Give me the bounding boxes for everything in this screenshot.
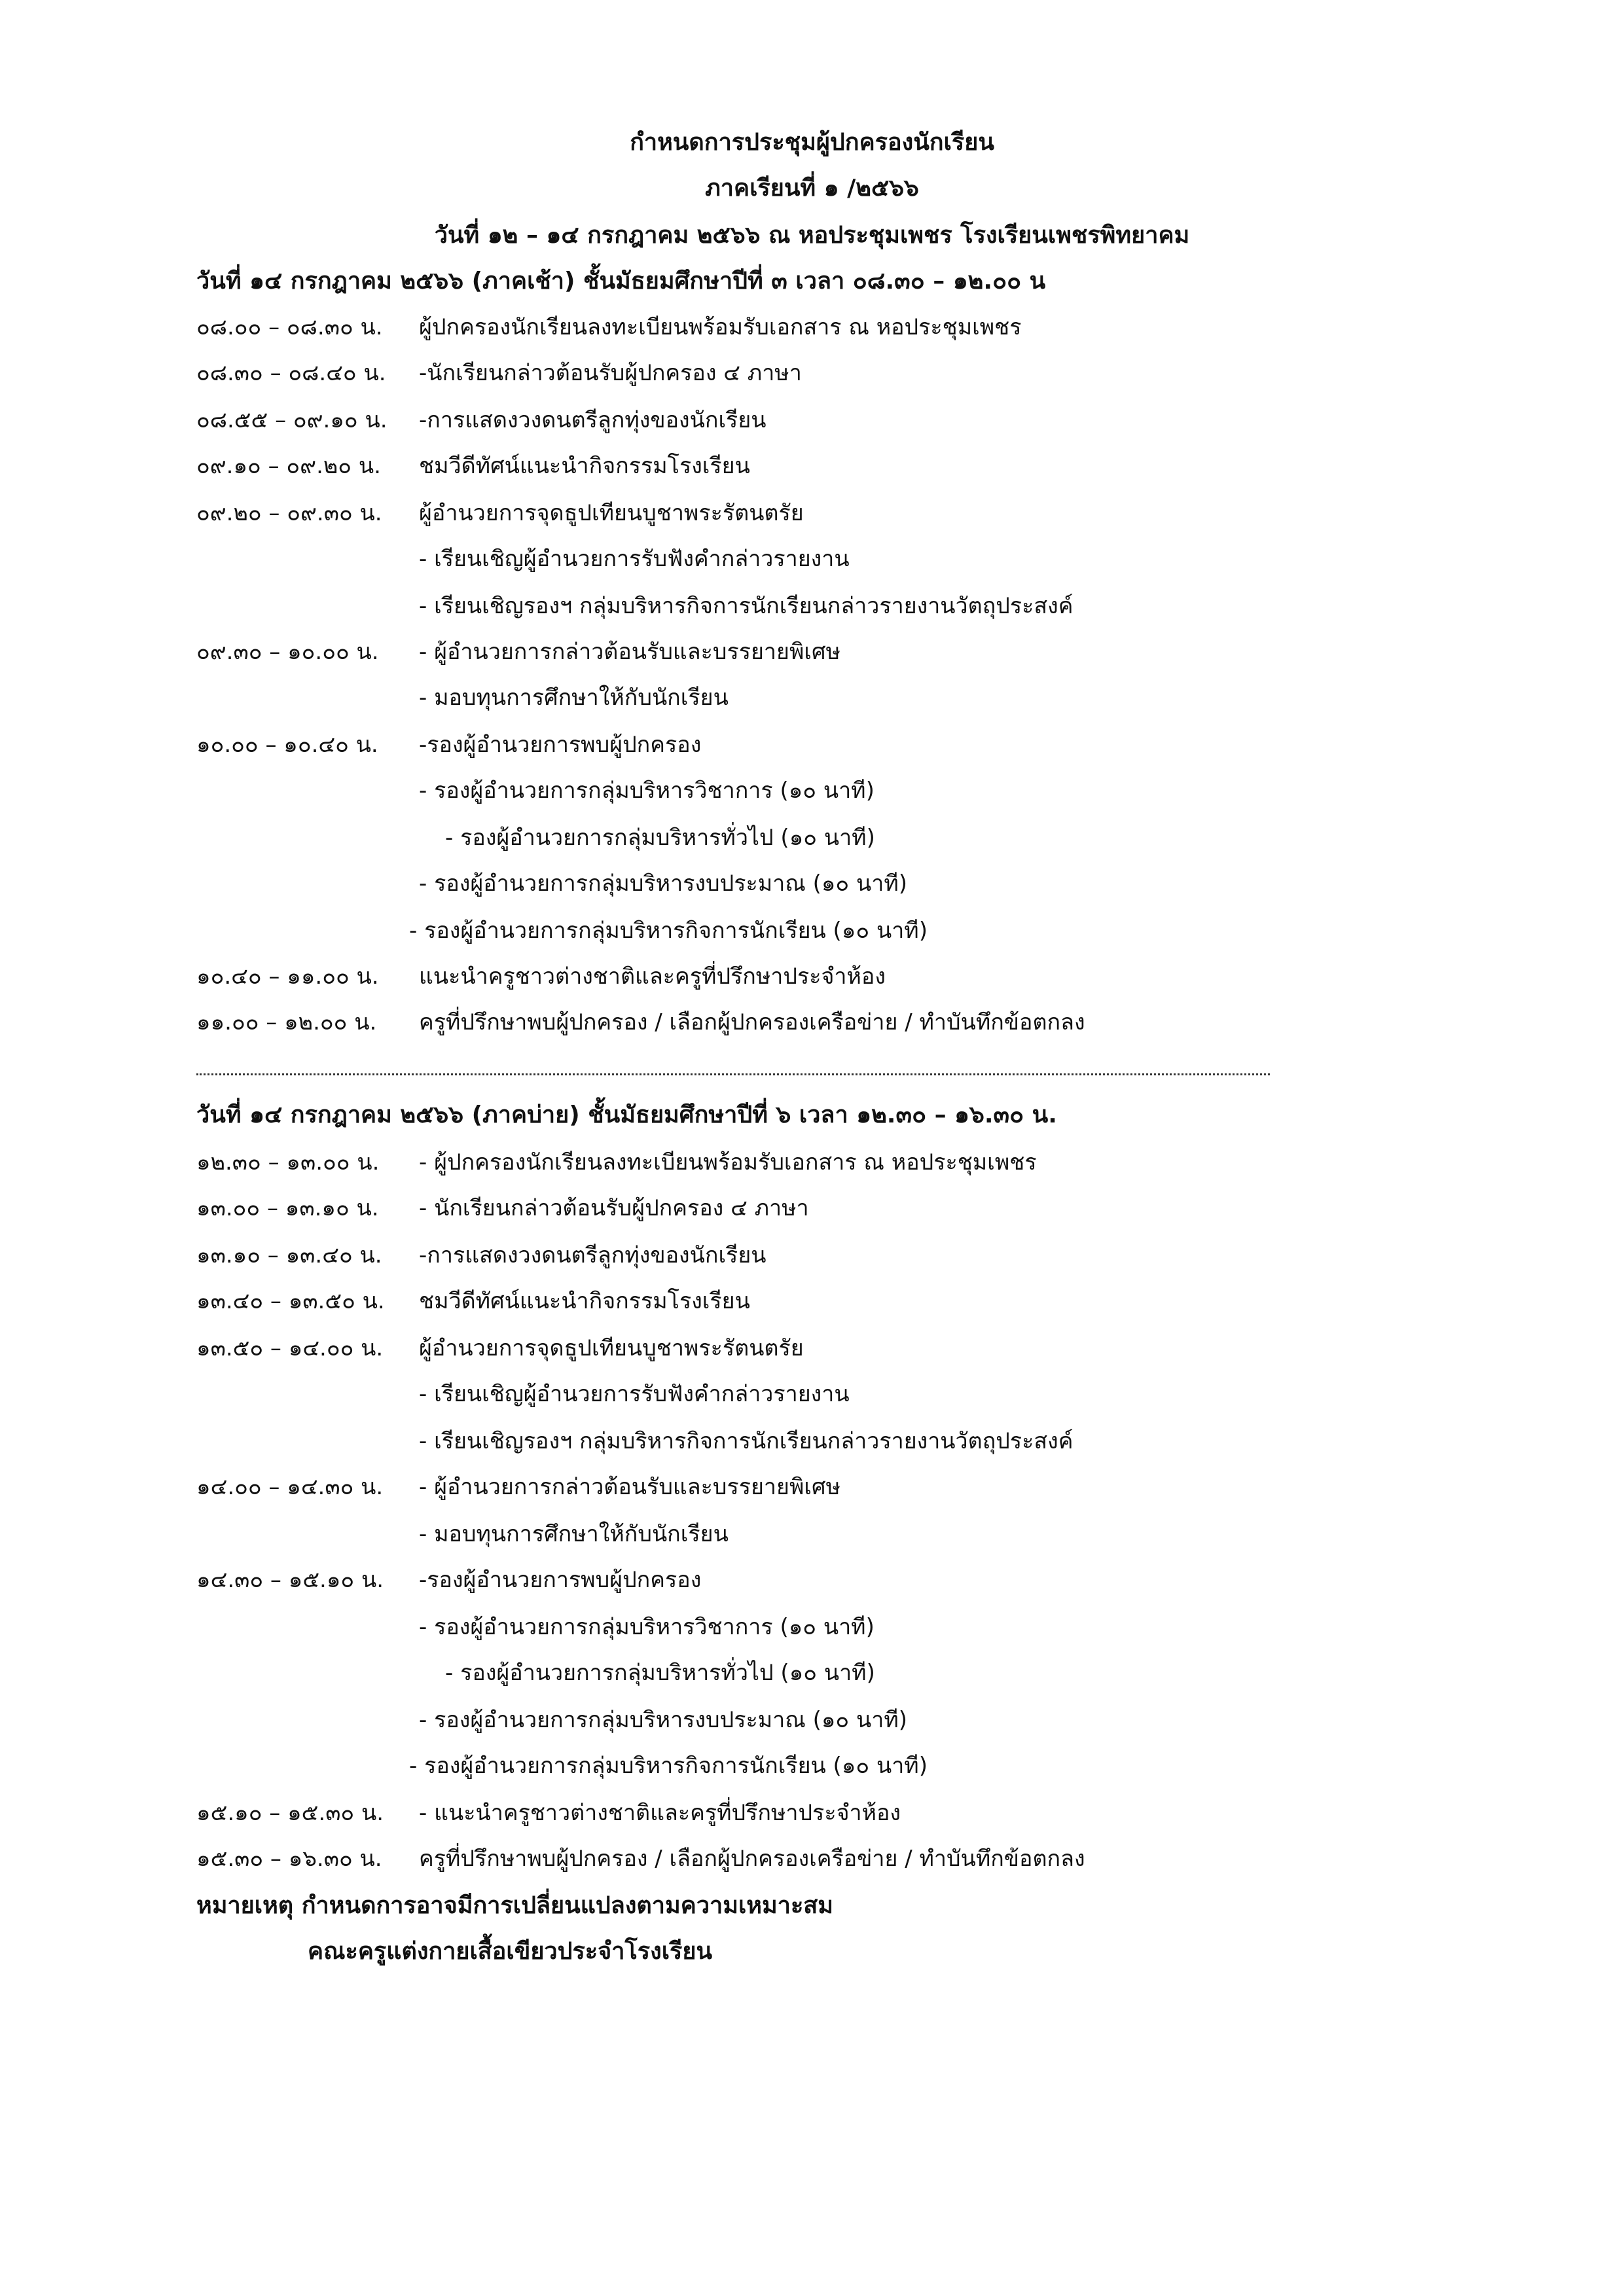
schedule-row bbox=[196, 1839, 1085, 1878]
schedule-row bbox=[196, 1793, 901, 1833]
activity: - ผู้อำนวยการกล่าวต้อนรับและบรรยายพิเศษ bbox=[419, 639, 840, 665]
activity: -การแสดงวงดนตรีลูกทุ่งของนักเรียน bbox=[419, 1242, 767, 1268]
remark-note: หมายเหตุ กำหนดการอาจมีการเปลี่ยนแปลงตามความเหมาะสม bbox=[196, 1892, 834, 1919]
activity: ผู้ปกครองนักเรียนลงทะเบียนพร้อมรับเอกสาร ณ หอประชุมเพชร bbox=[419, 314, 1022, 340]
activity: -นักเรียนกล่าวต้อนรับผู้ปกครอง ๔ ภาษา bbox=[419, 360, 802, 386]
schedule-row bbox=[196, 725, 701, 764]
time-slot: ๑๓.๔๐ – ๑๓.๕๐ น. bbox=[196, 1288, 385, 1314]
document-title: กำหนดการประชุมผู้ปกครองนักเรียน bbox=[630, 129, 994, 156]
time-slot: ๑๔.๐๐ – ๑๔.๓๐ น. bbox=[196, 1474, 384, 1500]
activity: - แนะนำครูชาวต่างชาติและครูที่ปรึกษาประจำห้อง bbox=[419, 1800, 901, 1826]
sub-activity: - รองผู้อำนวยการกลุ่มบริหารกิจการนักเรียน (๑๐ นาที) bbox=[409, 1753, 928, 1779]
sub-activity: - รองผู้อำนวยการกลุ่มบริหารวิชาการ (๑๐ นาที) bbox=[419, 1614, 875, 1640]
activity: แนะนำครูชาวต่างชาติและครูที่ปรึกษาประจำห้อง bbox=[419, 963, 886, 990]
time-slot: ๐๘.๕๕ – ๐๙.๑๐ น. bbox=[196, 407, 388, 433]
schedule-row bbox=[196, 353, 802, 393]
schedule-row bbox=[196, 1560, 701, 1600]
time-slot: ๑๒.๓๐ – ๑๓.๐๐ น. bbox=[196, 1149, 380, 1175]
schedule-row bbox=[196, 493, 804, 533]
activity: - ผู้ปกครองนักเรียนลงทะเบียนพร้อมรับเอกสาร ณ หอประชุมเพชร bbox=[419, 1149, 1037, 1175]
activity: ผู้อำนวยการจุดธูปเทียนบูชาพระรัตนตรัย bbox=[419, 1335, 804, 1361]
activity: - นักเรียนกล่าวต้อนรับผู้ปกครอง ๔ ภาษา bbox=[419, 1195, 809, 1221]
schedule-row bbox=[196, 1467, 840, 1507]
schedule-row bbox=[196, 401, 767, 440]
time-slot: ๑๑.๐๐ – ๑๒.๐๐ น. bbox=[196, 1009, 377, 1035]
sub-activity: - รองผู้อำนวยการกลุ่มบริหารกิจการนักเรียน (๑๐ นาที) bbox=[409, 918, 928, 944]
schedule-row bbox=[196, 1236, 767, 1275]
time-slot: ๑๓.๕๐ – ๑๔.๐๐ น. bbox=[196, 1335, 384, 1361]
activity: -รองผู้อำนวยการพบผู้ปกครอง bbox=[419, 1567, 702, 1593]
dress-code-note: คณะครูแต่งกายเสื้อเขียวประจำโรงเรียน bbox=[308, 1938, 713, 1965]
schedule-row bbox=[196, 1189, 809, 1228]
sub-activity: - รองผู้อำนวยการกลุ่มบริหารวิชาการ (๑๐ นาที) bbox=[419, 778, 875, 804]
morning-section-heading: วันที่ ๑๔ กรกฎาคม ๒๕๖๖ (ภาคเช้า) ชั้นมัธยมศึกษาปีที่ ๓ เวลา ๐๘.๓๐ – ๑๒.๐๐ น bbox=[196, 268, 1046, 295]
sub-activity: - เรียนเชิญรองฯ กลุ่มบริหารกิจการนักเรียนกล่าวรายงานวัตถุประสงค์ bbox=[419, 593, 1074, 619]
time-slot: ๑๔.๓๐ – ๑๕.๑๐ น. bbox=[196, 1567, 384, 1593]
activity: ครูที่ปรึกษาพบผู้ปกครอง / เลือกผู้ปกครองเครือข่าย / ทำบันทึกข้อตกลง bbox=[419, 1846, 1085, 1872]
schedule-row bbox=[196, 957, 886, 996]
time-slot: ๑๕.๑๐ – ๑๕.๓๐ น. bbox=[196, 1800, 384, 1826]
schedule-row bbox=[196, 446, 750, 486]
time-slot: ๐๘.๓๐ – ๐๘.๔๐ น. bbox=[196, 360, 386, 386]
sub-activity: - รองผู้อำนวยการกลุ่มบริหารทั่วไป (๑๐ นาที) bbox=[445, 825, 875, 851]
sub-activity: - เรียนเชิญผู้อำนวยการรับฟังคำกล่าวรายงาน bbox=[419, 1381, 850, 1407]
activity: -รองผู้อำนวยการพบผู้ปกครอง bbox=[419, 732, 702, 758]
time-slot: ๐๙.๓๐ – ๑๐.๐๐ น. bbox=[196, 639, 379, 665]
sub-activity: - รองผู้อำนวยการกลุ่มบริหารทั่วไป (๑๐ นาที) bbox=[445, 1660, 875, 1686]
sub-activity: - รองผู้อำนวยการกลุ่มบริหารงบประมาณ (๑๐ นาที) bbox=[419, 870, 907, 897]
time-slot: ๑๕.๓๐ – ๑๖.๓๐ น. bbox=[196, 1846, 382, 1872]
schedule-row bbox=[196, 308, 1022, 347]
date-place-line: วันที่ ๑๒ – ๑๔ กรกฎาคม ๒๕๖๖ ณ หอประชุมเพชร โรงเรียนเพชรพิทยาคม bbox=[434, 222, 1190, 249]
schedule-row bbox=[196, 1003, 1085, 1042]
sub-activity: - รองผู้อำนวยการกลุ่มบริหารงบประมาณ (๑๐ นาที) bbox=[419, 1707, 907, 1733]
schedule-row bbox=[196, 1143, 1037, 1182]
section-divider bbox=[196, 1073, 1270, 1075]
schedule-row bbox=[196, 632, 840, 672]
time-slot: ๐๙.๒๐ – ๐๙.๓๐ น. bbox=[196, 500, 382, 526]
sub-activity: - มอบทุนการศึกษาให้กับนักเรียน bbox=[419, 1521, 729, 1547]
activity: -การแสดงวงดนตรีลูกทุ่งของนักเรียน bbox=[419, 407, 767, 433]
activity: - ผู้อำนวยการกล่าวต้อนรับและบรรยายพิเศษ bbox=[419, 1474, 840, 1500]
sub-activity: - มอบทุนการศึกษาให้กับนักเรียน bbox=[419, 685, 729, 711]
time-slot: ๑๐.๔๐ – ๑๑.๐๐ น. bbox=[196, 963, 379, 990]
time-slot: ๐๙.๑๐ – ๐๙.๒๐ น. bbox=[196, 453, 381, 479]
sub-activity: - เรียนเชิญรองฯ กลุ่มบริหารกิจการนักเรียนกล่าวรายงานวัตถุประสงค์ bbox=[419, 1428, 1074, 1454]
schedule-row bbox=[196, 1329, 804, 1368]
sub-activity: - เรียนเชิญผู้อำนวยการรับฟังคำกล่าวรายงาน bbox=[419, 546, 850, 572]
time-slot: ๑๓.๐๐ – ๑๓.๑๐ น. bbox=[196, 1195, 379, 1221]
activity: ผู้อำนวยการจุดธูปเทียนบูชาพระรัตนตรัย bbox=[419, 500, 804, 526]
schedule-row bbox=[196, 1282, 750, 1321]
semester-line: ภาคเรียนที่ ๑ /๒๕๖๖ bbox=[705, 175, 919, 202]
activity: ชมวีดีทัศน์แนะนำกิจกรรมโรงเรียน bbox=[419, 1288, 750, 1314]
time-slot: ๑๓.๑๐ – ๑๓.๔๐ น. bbox=[196, 1242, 382, 1268]
time-slot: ๐๘.๐๐ – ๐๘.๓๐ น. bbox=[196, 314, 383, 340]
activity: ครูที่ปรึกษาพบผู้ปกครอง / เลือกผู้ปกครองเครือข่าย / ทำบันทึกข้อตกลง bbox=[419, 1009, 1085, 1035]
activity: ชมวีดีทัศน์แนะนำกิจกรรมโรงเรียน bbox=[419, 453, 750, 479]
time-slot: ๑๐.๐๐ – ๑๐.๔๐ น. bbox=[196, 732, 378, 758]
afternoon-section-heading: วันที่ ๑๔ กรกฎาคม ๒๕๖๖ (ภาคบ่าย) ชั้นมัธยมศึกษาปีที่ ๖ เวลา ๑๒.๓๐ – ๑๖.๓๐ น. bbox=[196, 1102, 1057, 1128]
